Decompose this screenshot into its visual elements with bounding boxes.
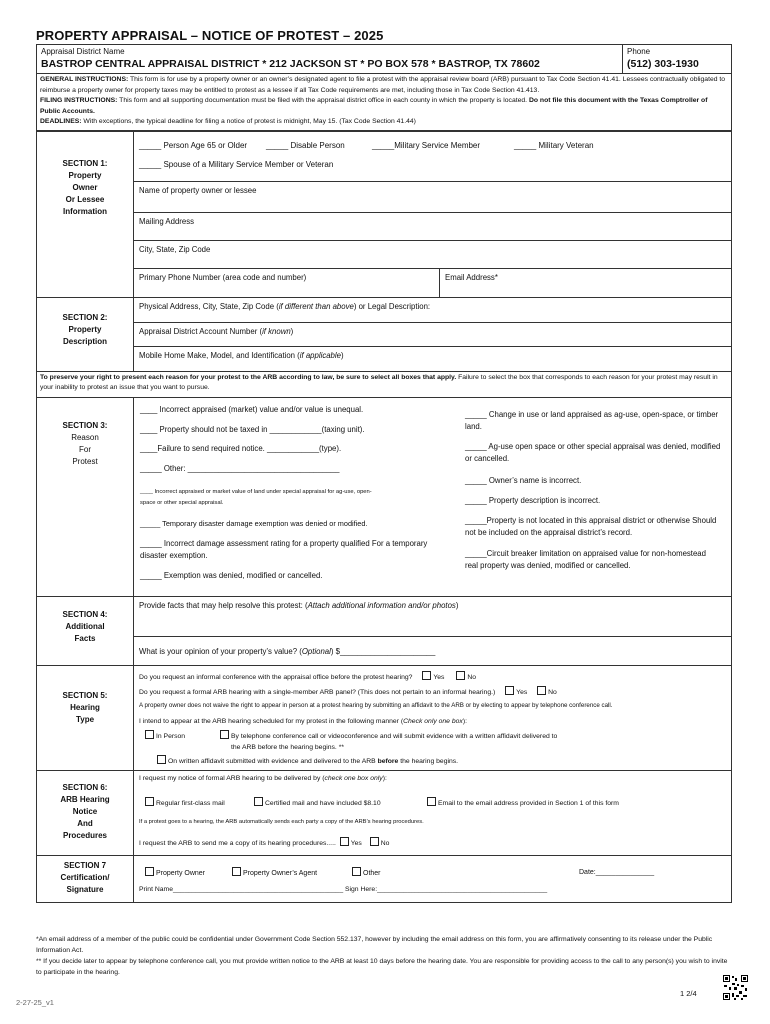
reason-not-located[interactable]: _____Property is not located in this appraisal district or otherwise Should not be included on the appraisal district’s record. xyxy=(465,515,717,537)
form-title: PROPERTY APPRAISAL – NOTICE OF PROTEST – 2025 xyxy=(36,28,384,43)
opinion-value-field[interactable]: What is your opinion of your property’s value? (Optional) $______________________ xyxy=(139,646,436,656)
informal-yes-checkbox[interactable]: Yes xyxy=(422,674,444,681)
section3-label: SECTION 3: Reason For Protest xyxy=(37,397,134,596)
spouse-military-check[interactable]: _____ Spouse of a Military Service Member or Veteran xyxy=(139,159,334,169)
military-member-check[interactable]: _____Military Service Member xyxy=(372,140,481,150)
reason-ag-use-denied[interactable]: _____ Ag-use open space or other special appraisal was denied, modified or cancelled. xyxy=(465,441,721,463)
notice-delivery-text: I request my notice of formal ARB hearing to be delivered by (check one box only): xyxy=(139,774,387,782)
certified-mail-checkbox[interactable]: Certified mail and have included $8.10 xyxy=(254,797,381,807)
procedures-yes-checkbox[interactable]: Yes xyxy=(340,840,362,847)
version-label: 2-27-25_v1 xyxy=(16,998,54,1007)
informal-no-checkbox[interactable]: No xyxy=(456,674,476,681)
military-veteran-check[interactable]: _____ Military Veteran xyxy=(514,140,594,150)
email-address-field[interactable]: Email Address* xyxy=(445,272,498,282)
other-checkbox[interactable]: Other xyxy=(352,867,381,877)
section6-label: SECTION 6: ARB Hearing Notice And Procedures xyxy=(37,770,134,855)
account-number-field[interactable]: Appraisal District Account Number (if known) xyxy=(134,323,731,347)
mailing-address-field[interactable]: Mailing Address xyxy=(134,213,731,241)
section7-label: SECTION 7 Certification/ Signature xyxy=(37,855,134,902)
qr-code-icon xyxy=(723,975,748,1000)
general-instructions-label: GENERAL INSTRUCTIONS: xyxy=(40,76,129,83)
general-instructions-text: This form is for use by a property owner or an owner’s designated agent to file a protest with the appraisal review board (ARB) pursuant to Tax Code Section 41.41. Lessees contractually obligated to reimburse a property owner for property taxes may be entitled to protest as a lessee if all Tax Code requirements are met, including those in Tax Code Section 41.413. xyxy=(40,76,726,94)
sections-table xyxy=(36,131,732,903)
affidavit-checkbox[interactable]: On written affidavit submitted with evidence and delivered to the ARB before the hearing begins. xyxy=(157,755,458,765)
preserve-note: To preserve your right to present each reason for your protest to the ARB according to law, be sure to select all boxes that apply. Failure to select the box that corresponds to each reason for your protest may result in your inability to protest an issue that you want to pursue. xyxy=(37,371,732,397)
reason-other[interactable]: _____ Other: ___________________________________ xyxy=(140,463,340,473)
reason-failure-notice[interactable]: ____Failure to send required notice. ____________(type). xyxy=(140,443,342,453)
deadlines-text: With exceptions, the typical deadline for filing a notice of protest is midnight, May 15. (Tax Code Section 41.44) xyxy=(81,118,416,125)
footnote-telephone: ** If you decide later to appear by telephone conference call, you mut provide written notice to the ARB at least 10 days before the hearing date. You are responsible for providing access to the call to any person(s) you wish to invite to participate in the hearing. xyxy=(36,958,728,976)
reason-incorrect-value[interactable]: ____ Incorrect appraised (market) value and/or value is unequal. xyxy=(140,404,364,414)
telephone-checkbox[interactable]: By telephone conference call or videoconference and will submit evidence with a written affidavit delivered to the ARB before the hearing begins. ** xyxy=(220,730,720,753)
phone-label: Phone xyxy=(627,47,651,56)
owner-agent-checkbox[interactable]: Property Owner’s Agent xyxy=(232,867,317,877)
regular-mail-checkbox[interactable]: Regular first-class mail xyxy=(145,797,225,807)
reason-owner-name[interactable]: _____ Owner’s name is incorrect. xyxy=(465,475,582,485)
section2-label: SECTION 2: Property Description xyxy=(37,297,134,371)
mobile-home-field[interactable]: Mobile Home Make, Model, and Identification (if applicable) xyxy=(139,350,344,360)
section5-label: SECTION 5: Hearing Type xyxy=(37,665,134,770)
page-number: 1 2/4 xyxy=(680,989,697,998)
email-delivery-checkbox[interactable]: Email to the email address provided in Section 1 of this form xyxy=(427,797,619,807)
filing-instructions-text: This form and all supporting documentation must be filed with the appraisal district office in each county in which the property is located. xyxy=(117,97,529,104)
section4-label: SECTION 4: Additional Facts xyxy=(37,596,134,665)
header-table xyxy=(36,44,732,131)
single-member-question: Do you request a formal ARB hearing with a single-member ARB panel? (This does not pertain to an informal hearing.) Yes No xyxy=(139,686,557,696)
reason-property-description[interactable]: _____ Property description is incorrect. xyxy=(465,495,601,505)
reason-circuit-breaker[interactable]: _____Circuit breaker limitation on appraised value for non-homestead real property was denied, modified or cancelled. xyxy=(465,548,706,570)
form-page xyxy=(36,28,731,903)
procedures-copy-question: I request the ARB to send me a copy of its hearing procedures..... Yes No xyxy=(139,837,389,847)
print-sign-field[interactable]: Print Name_____________________________________________ Sign Here:_____________________________________________ xyxy=(139,885,548,893)
section1-label: SECTION 1: Property Owner Or Lessee Information xyxy=(37,131,134,297)
filing-instructions-bold: Do not file this document with the Texas Comptroller of Public Accounts. xyxy=(40,97,708,115)
in-person-checkbox[interactable]: In Person xyxy=(145,730,185,740)
primary-phone-field[interactable]: Primary Phone Number (area code and number) xyxy=(134,269,440,297)
informal-conference-question: Do you request an informal conference with the appraisal office before the protest hearing? Yes No xyxy=(139,671,476,681)
filing-instructions-label: FILING INSTRUCTIONS: xyxy=(40,97,118,104)
reason-change-in-use[interactable]: _____ Change in use or land appraised as ag-use, open-space, or timber land. xyxy=(465,409,719,431)
reason-exemption-denied[interactable]: _____ Exemption was denied, modified or cancelled. xyxy=(140,570,323,580)
single-member-no-checkbox[interactable]: No xyxy=(537,689,557,696)
single-member-yes-checkbox[interactable]: Yes xyxy=(505,689,527,696)
phone-value: (512) 303-1930 xyxy=(627,58,699,70)
intend-appear-text: I intend to appear at the ARB hearing scheduled for my protest in the following manner (Check only one box): xyxy=(139,717,467,725)
property-owner-checkbox[interactable]: Property Owner xyxy=(145,867,205,877)
procedures-no-checkbox[interactable]: No xyxy=(370,840,390,847)
age-65-check[interactable]: _____ Person Age 65 or Older xyxy=(139,140,248,150)
instructions-block xyxy=(37,74,731,130)
reason-disaster-denied[interactable]: _____ Temporary disaster damage exemption was denied or modified. xyxy=(140,518,368,528)
automatic-procedures-note: If a protest goes to a hearing, the ARB automatically sends each party a copy of the ARB’s hearing procedures. xyxy=(139,818,424,825)
footnote-email: *An email address of a member of the public could be confidential under Government Code Section 552.137, however by including the email address on this form, you are affirmatively consenting to its release under the Public Information Act. xyxy=(36,936,713,954)
owner-name-field[interactable]: Name of property owner or lessee xyxy=(134,182,731,213)
owner-status-checks[interactable] xyxy=(134,132,731,182)
physical-address-field[interactable]: Physical Address, City, State, Zip Code (if different than above) or Legal Description: xyxy=(134,298,731,323)
deadlines-label: DEADLINES: xyxy=(40,118,82,125)
district-label: Appraisal District Name xyxy=(41,47,125,56)
reason-damage-rating[interactable]: _____ Incorrect damage assessment rating for a property qualified For a temporary disaster exemption. xyxy=(140,538,428,560)
date-field[interactable]: Date:_______________ xyxy=(579,868,655,876)
waive-note: A property owner does not waive the right to appear in person at a protest hearing by submitting an affidavit to the ARB or by electing to appear by telephone conference call. xyxy=(139,701,613,709)
reason-special-appraisal-land[interactable]: ____ Incorrect appraised or market value of land under special appraisal for ag-use, open-space or other special appraisal. xyxy=(140,488,372,506)
additional-facts-field[interactable]: Provide facts that may help resolve this protest: (Attach additional information and/or photos) xyxy=(134,597,731,637)
reason-not-taxable[interactable]: ____ Property should not be taxed in ____________(taxing unit). xyxy=(140,424,365,434)
city-state-zip-field[interactable]: City, State, Zip Code xyxy=(134,241,731,269)
disabled-person-check[interactable]: _____ Disable Person xyxy=(266,140,345,150)
district-value: BASTROP CENTRAL APPRAISAL DISTRICT * 212 JACKSON ST * PO BOX 578 * BASTROP, TX 78602 xyxy=(41,58,540,70)
